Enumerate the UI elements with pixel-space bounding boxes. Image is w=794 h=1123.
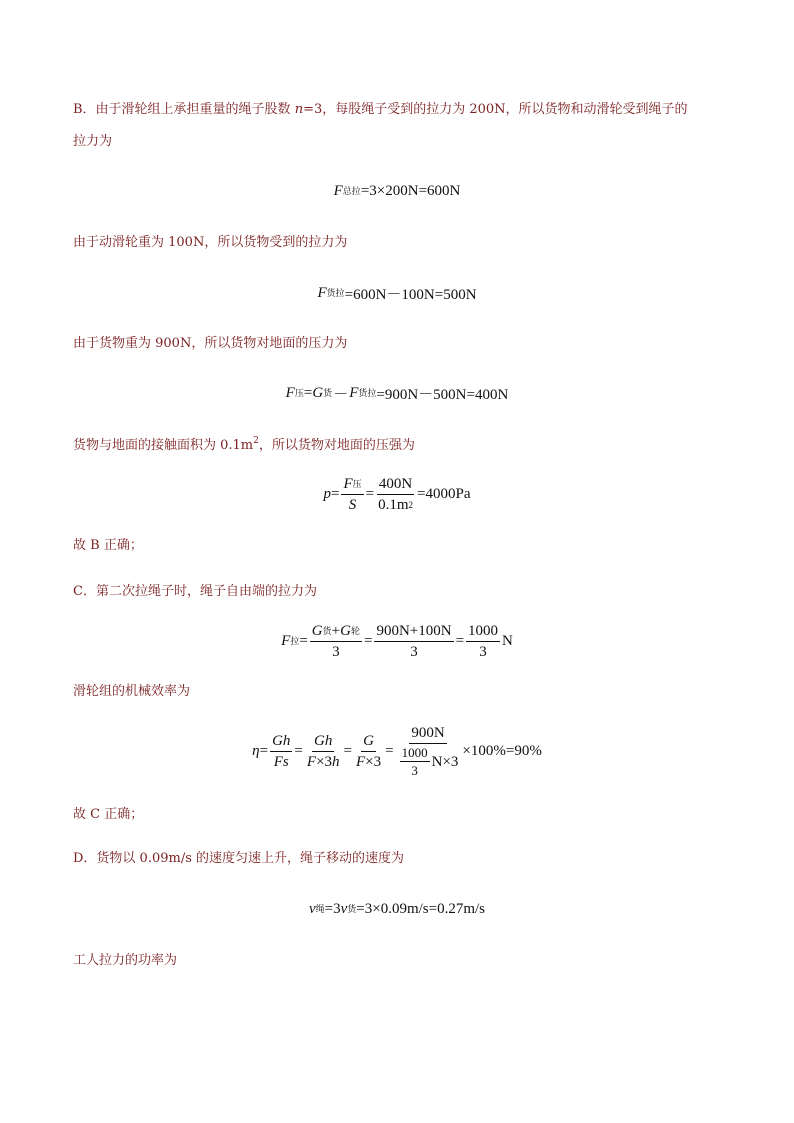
equation-rope-pull: F 拉 = G 货 + G 轮 3 = $\frac{900N+100N}{3}$ = $\frac{1000}{3}$ N <box>281 622 513 660</box>
paragraph-d-text2: 工人拉力的功率为 <box>73 953 178 968</box>
conclusion-b: 故 B 正确； <box>73 538 143 553</box>
paragraph-b-line2: 拉力为 <box>73 134 113 149</box>
paragraph-b-text2: 由于动滑轮重为 100N，所以货物受到的拉力为 <box>73 235 348 250</box>
equation-cargo-pull: F 货拉 =600N－100N=500N <box>317 284 477 303</box>
equation-total-pull: F 总拉 =3×200N=600N <box>333 182 461 199</box>
fraction-weight-values: $\frac{900N+100N}{3}$ <box>376 622 452 660</box>
fraction-eff-2: Gh F ×3 h <box>306 732 340 770</box>
paragraph-c-line1: C．第二次拉绳子时，绳子自由端的拉力为 <box>73 584 317 599</box>
fraction-values: 400N 0.1m 2 <box>378 475 414 513</box>
equation-pressure: p = F 压 S = 400N 0.1m 2 =4000Pa <box>323 475 471 513</box>
fraction-eff-1: $\frac{Gh}{Fs}$ <box>272 732 291 770</box>
fraction-weights: G 货 + G 轮 3 <box>311 622 360 660</box>
fraction-force-area: F 压 S <box>343 475 362 513</box>
fraction-inner: $\frac{1000}{3}$ <box>401 745 428 778</box>
paragraph-c-text2: 滑轮组的机械效率为 <box>73 684 191 699</box>
paragraph-b-line1: B．由于滑轮组上承担重量的绳子股数 n=3，每股绳子受到的拉力为 200N，所以货物和动滑轮受到绳子的 <box>73 102 688 117</box>
paragraph-b-text3: 由于货物重为 900N，所以货物对地面的压力为 <box>73 336 348 351</box>
conclusion-c: 故 C 正确； <box>73 807 144 822</box>
paragraph-d-line1: D．货物以 0.09m/s 的速度匀速上升，绳子移动的速度为 <box>73 851 405 866</box>
fraction-eff-3: G F ×3 <box>356 732 382 770</box>
fraction-eff-4: 900N $\frac{1000}{3}$ N×3 <box>401 725 459 778</box>
fraction-result: $\frac{1000}{3}$ <box>468 622 499 660</box>
equation-pressure-force: F 压 = G 货 － F 货拉 =900N－500N=400N <box>285 384 509 403</box>
equation-efficiency: η = $\frac{Gh}{Fs}$ = Gh F ×3 h = G F ×3 = 900N $\frac{1000}{3}$ N×3 ×100%=90% <box>252 725 542 778</box>
equation-rope-speed: v 绳 =3 v 货 =3×0.09m/s=0.27m/s <box>308 900 486 917</box>
paragraph-b-text4: 货物与地面的接触面积为 $0.1m^2$，所以货物对地面的压强为 <box>73 436 415 453</box>
